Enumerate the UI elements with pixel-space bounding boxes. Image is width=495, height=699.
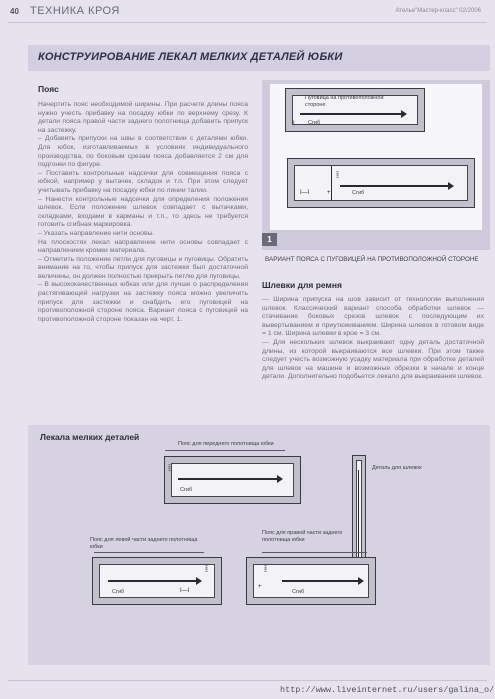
watermark: http://www.liveinternet.ru/users/galina_o/ <box>280 685 495 695</box>
waistband-pattern-bottom <box>287 158 475 208</box>
right-back-waistband-label: Пояс для правой части заднего полотнища юбки <box>262 530 343 543</box>
paragraph: Начертить пояс необходимой ширины. При расчете длины пояса нужно учесть прибавку на посадку юбки по верхнему срезу. К детали пояса правой части заднего полотнища добавить припуск на застежку. <box>38 101 248 134</box>
belt-loops-heading: Шлевки для ремня <box>262 280 342 290</box>
paragraph: – Отметить положение петли для пуговицы и пуговицы. Обратить внимание на то, чтобы припуск для застежки был достаточной величины, он должен полностью прикрыть петлю для пуговицы. <box>38 255 248 280</box>
waistband-heading: Пояс <box>38 84 59 94</box>
belt-loops-text <box>262 296 484 382</box>
paragraph: – Добавить припуски на швы в соответствии с деталями юбки. Для юбок, изготавливаемых в условиях индивидуального производства, по боковым срезам пояса добавляется 2 см для подгонки по фигуре. <box>38 135 248 169</box>
paragraph: – Нанести контрольные надсечки для определения положения шлевок. Если положение шлевок совпадает с вытачками, складками, входами в карманы и т.п., то здесь не требуется готовить сгибная маркировка. <box>38 195 248 229</box>
left-back-waistband-label: Пояс для левой части заднего полотнища юбки <box>90 537 198 550</box>
grain-mark: НН <box>262 565 268 572</box>
notch-line <box>331 166 332 200</box>
grain-mark: НН <box>334 171 340 178</box>
paragraph: – В высококачественных юбках или для лучше о распределения растягивающей нагрузки на застежку пояса можно увеличить припуск для застежки и снабдить его пуговицей на противоположной стороне пояса. Вариант пояса с пуговицей на противоположной стороне показан на черт. 1. <box>38 281 248 323</box>
magazine-issue: Ателье"Мастер-класс" 02/2006 <box>395 8 481 14</box>
small-parts-heading: Лекала мелких деталей <box>40 432 140 442</box>
grain-arrow <box>340 185 452 187</box>
footer-divider <box>8 680 487 681</box>
button-mark: + <box>327 190 331 196</box>
article-title: КОНСТРУИРОВАНИЕ ЛЕКАЛ МЕЛКИХ ДЕТАЛЕЙ ЮБКИ <box>38 51 343 63</box>
section-title: ТЕХНИКА КРОЯ <box>30 5 120 17</box>
grain-mark: НН <box>166 464 172 471</box>
grain-arrow <box>108 580 200 582</box>
figure-caption: ВАРИАНТ ПОЯСА С ПУГОВИЦЕЙ НА ПРОТИВОПОЛОЖНОЙ СТОРОНЕ <box>265 256 479 263</box>
paragraph: — Ширина припуска на шов зависит от технологии выполнения шлевок. Классический вариант способа обработки шлевок — стачивание боковых срезов шлевок с последующим их вывертыванием и приутюживанием. Ширина шлевок в готовом виде = 1 см. Ширина шлевки в крое = 3 см. <box>262 296 484 338</box>
grain-arrow <box>282 580 362 582</box>
page-header <box>0 0 495 24</box>
paragraph: На плоскостях лекал направление нити основы совпадает с направлением кромки материала. <box>38 238 248 255</box>
belt-loop-label: Деталь для шлевок <box>372 465 422 471</box>
paragraph: — Для нескольких шлевок выкраивают одну деталь достаточной длины, из которой выкраиваются все шлевки. При этом также следует учесть возможную усадку материала при обработке деталей для шлевок на машине и возможные обрезки в начале и конце детали. Дополнительно подобьется лекало для выкраивания шлевок. <box>262 338 484 381</box>
label-leader <box>94 552 204 553</box>
fold-label: Сгиб <box>292 589 305 595</box>
fold-label: Сгиб <box>180 487 193 493</box>
button-mark: + <box>258 584 262 590</box>
waistband-text <box>38 101 248 324</box>
button-mark: I <box>293 121 295 127</box>
grain-arrow <box>300 113 405 115</box>
fold-label: Сгиб <box>308 120 321 126</box>
grain-mark: НН <box>203 565 209 572</box>
figure-number: 1 <box>262 233 277 246</box>
buttonhole-mark: I—I <box>180 588 190 594</box>
label-leader <box>262 552 367 553</box>
button-side-label: Пуговица на противоположной стороне <box>305 95 384 108</box>
paragraph: – Указать направление нити основы. <box>38 229 155 237</box>
page-number: 40 <box>10 7 19 16</box>
fold-label: Сгиб <box>352 190 365 196</box>
header-divider <box>8 22 487 23</box>
fold-label: Сгиб <box>112 589 125 595</box>
buttonhole-mark: I—I <box>300 190 310 196</box>
paragraph: – Поставить контрольные надсечки для совмещения пояса с юбкой, например у вытачек, складок и т.п. При этом следует учитывать прибавку на посадку юбки по линии талии. <box>38 169 248 194</box>
label-leader <box>165 450 285 451</box>
front-waistband-label: Пояс для переднего полотнища юбки <box>178 441 274 447</box>
grain-arrow <box>178 478 281 480</box>
